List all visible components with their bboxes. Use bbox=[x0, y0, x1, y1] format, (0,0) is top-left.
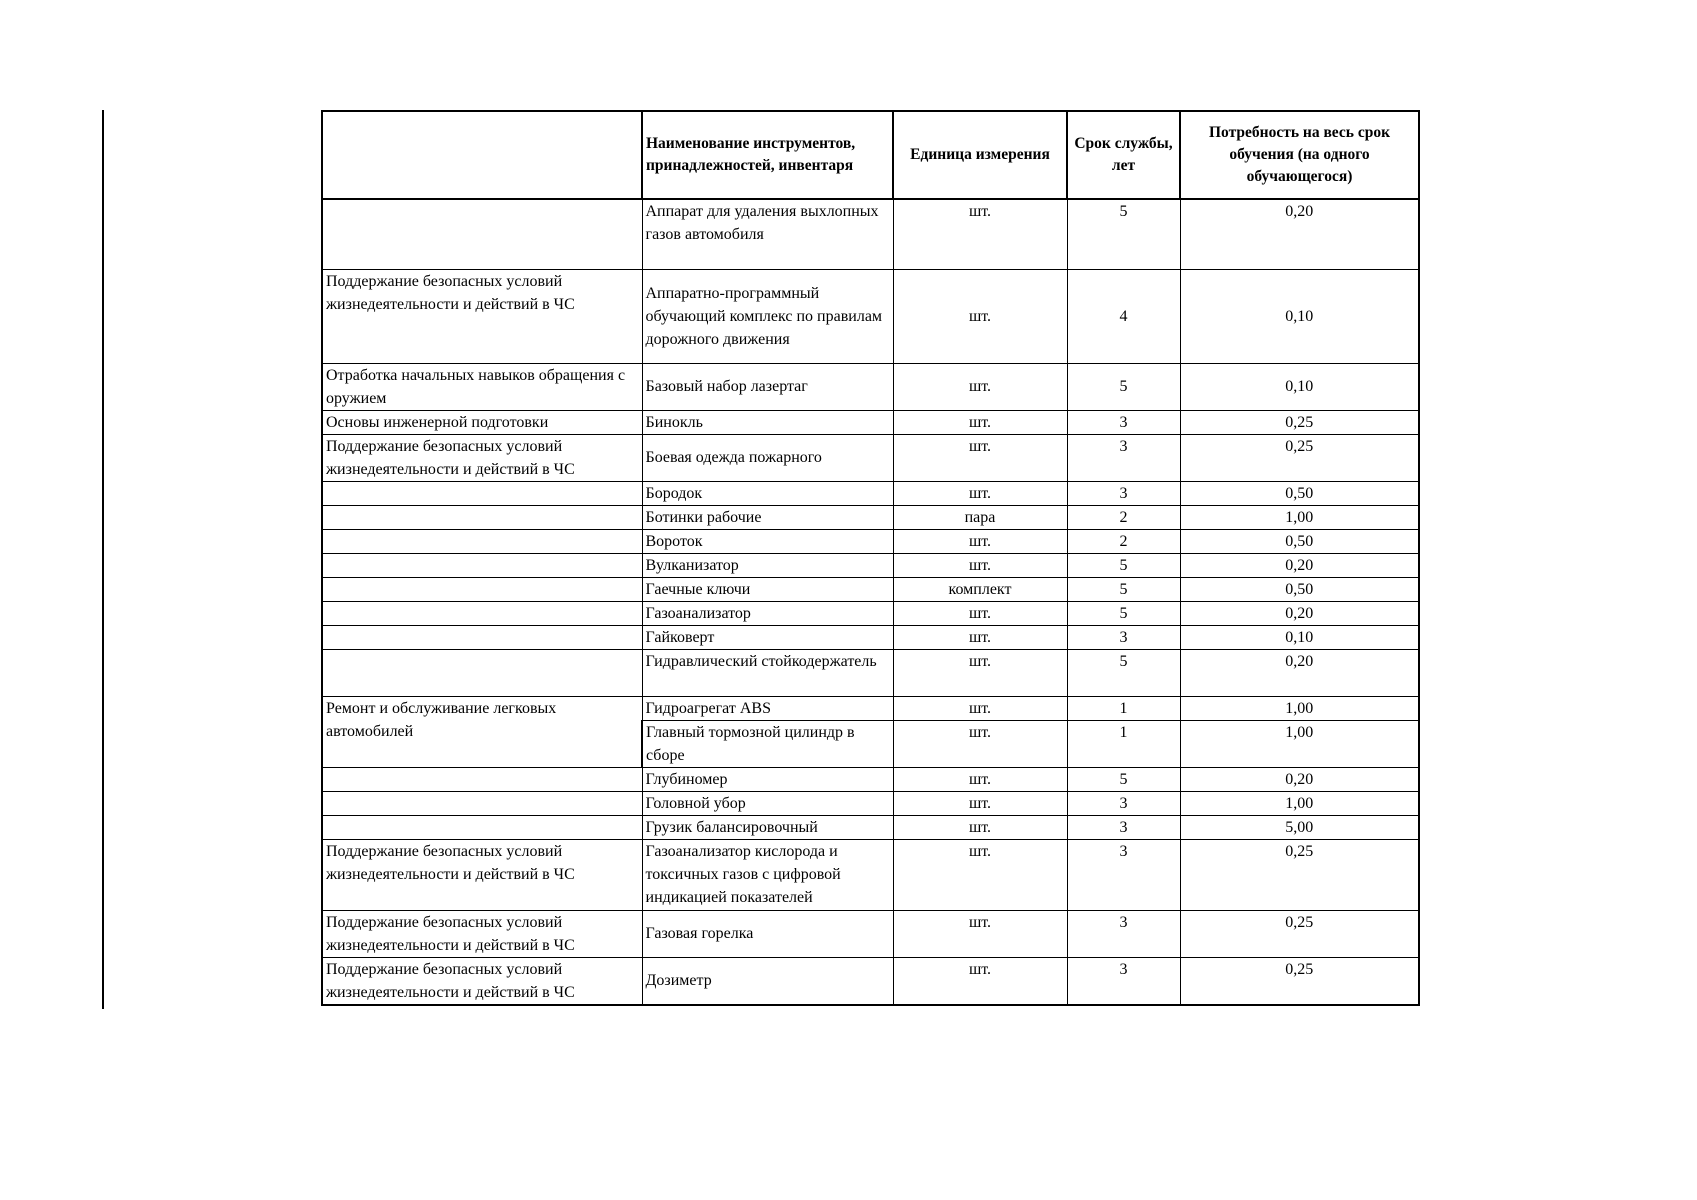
item-name: Газовая горелка bbox=[642, 910, 893, 957]
section-cell: Отработка начальных навыков обращения с оружием bbox=[322, 363, 642, 410]
table-row bbox=[322, 505, 1419, 529]
item-unit: шт. bbox=[893, 720, 1067, 767]
section-cell bbox=[322, 505, 642, 529]
table-row bbox=[322, 410, 1419, 434]
item-life: 3 bbox=[1067, 839, 1180, 910]
section-cell: Основы инженерной подготовки bbox=[322, 410, 642, 434]
table-header bbox=[322, 111, 1419, 199]
item-need: 0,20 bbox=[1180, 553, 1419, 577]
item-unit: шт. bbox=[893, 839, 1067, 910]
item-life: 1 bbox=[1067, 720, 1180, 767]
section-cell: Поддержание безопасных условий жизнедеятельности и действий в ЧС bbox=[322, 839, 642, 910]
item-need: 1,00 bbox=[1180, 505, 1419, 529]
item-need: 0,50 bbox=[1180, 577, 1419, 601]
section-cell bbox=[322, 601, 642, 625]
item-life: 5 bbox=[1067, 363, 1180, 410]
item-life: 5 bbox=[1067, 601, 1180, 625]
item-life: 5 bbox=[1067, 767, 1180, 791]
item-unit: шт. bbox=[893, 363, 1067, 410]
table-row bbox=[322, 553, 1419, 577]
table-row bbox=[322, 529, 1419, 553]
section-cell bbox=[322, 815, 642, 839]
item-name: Гидроагрегат ABS bbox=[642, 696, 893, 720]
item-unit: шт. bbox=[893, 481, 1067, 505]
item-name: Гидравлический стойкодержатель bbox=[642, 649, 893, 696]
item-need: 0,25 bbox=[1180, 910, 1419, 957]
table-row bbox=[322, 957, 1419, 1005]
section-cell: Поддержание безопасных условий жизнедеятельности и действий в ЧС bbox=[322, 434, 642, 481]
item-unit: шт. bbox=[893, 199, 1067, 269]
header-life: Срок службы, лет bbox=[1067, 111, 1180, 199]
item-life: 5 bbox=[1067, 553, 1180, 577]
item-unit: шт. bbox=[893, 434, 1067, 481]
item-need: 0,20 bbox=[1180, 767, 1419, 791]
table-row bbox=[322, 577, 1419, 601]
section-cell bbox=[322, 625, 642, 649]
table-row bbox=[322, 625, 1419, 649]
section-cell bbox=[322, 767, 642, 791]
item-life: 1 bbox=[1067, 696, 1180, 720]
item-unit: шт. bbox=[893, 269, 1067, 363]
item-life: 2 bbox=[1067, 529, 1180, 553]
item-unit: комплект bbox=[893, 577, 1067, 601]
table-row bbox=[322, 815, 1419, 839]
item-name: Аппаратно-программный обучающий комплекс по правилам дорожного движения bbox=[642, 269, 893, 363]
item-need: 5,00 bbox=[1180, 815, 1419, 839]
item-unit: шт. bbox=[893, 791, 1067, 815]
header-name: Наименование инструментов, принадлежностей, инвентаря bbox=[642, 111, 893, 199]
table-row bbox=[322, 481, 1419, 505]
section-cell bbox=[322, 553, 642, 577]
table-row bbox=[322, 910, 1419, 957]
item-life: 3 bbox=[1067, 410, 1180, 434]
item-life: 3 bbox=[1067, 910, 1180, 957]
table-row bbox=[322, 199, 1419, 269]
item-need: 0,50 bbox=[1180, 481, 1419, 505]
table-row bbox=[322, 767, 1419, 791]
item-need: 1,00 bbox=[1180, 696, 1419, 720]
item-name: Грузик балансировочный bbox=[642, 815, 893, 839]
item-name: Гайковерт bbox=[642, 625, 893, 649]
item-name: Дозиметр bbox=[642, 957, 893, 1005]
table-row bbox=[322, 269, 1419, 363]
item-need: 0,20 bbox=[1180, 601, 1419, 625]
table-row bbox=[322, 649, 1419, 696]
item-need: 1,00 bbox=[1180, 791, 1419, 815]
item-life: 2 bbox=[1067, 505, 1180, 529]
item-name: Главный тормозной цилиндр в сборе bbox=[642, 720, 893, 767]
item-unit: шт. bbox=[893, 815, 1067, 839]
item-unit: шт. bbox=[893, 553, 1067, 577]
item-name: Газоанализатор bbox=[642, 601, 893, 625]
table-row bbox=[322, 839, 1419, 910]
item-need: 0,25 bbox=[1180, 434, 1419, 481]
section-cell: Поддержание безопасных условий жизнедеятельности и действий в ЧС bbox=[322, 269, 642, 363]
item-unit: шт. bbox=[893, 767, 1067, 791]
section-cell: Поддержание безопасных условий жизнедеятельности и действий в ЧС bbox=[322, 957, 642, 1005]
item-name: Вороток bbox=[642, 529, 893, 553]
section-cell bbox=[322, 649, 642, 696]
table-row bbox=[322, 363, 1419, 410]
table-row bbox=[322, 791, 1419, 815]
item-name: Бинокль bbox=[642, 410, 893, 434]
item-life: 5 bbox=[1067, 577, 1180, 601]
item-name: Глубиномер bbox=[642, 767, 893, 791]
item-life: 5 bbox=[1067, 649, 1180, 696]
section-cell bbox=[322, 529, 642, 553]
inventory-table bbox=[321, 110, 1420, 1006]
item-unit: шт. bbox=[893, 696, 1067, 720]
item-need: 0,25 bbox=[1180, 839, 1419, 910]
item-life: 3 bbox=[1067, 481, 1180, 505]
table-row bbox=[322, 434, 1419, 481]
table-row bbox=[322, 601, 1419, 625]
item-life: 4 bbox=[1067, 269, 1180, 363]
section-cell bbox=[322, 791, 642, 815]
item-unit: шт. bbox=[893, 649, 1067, 696]
item-name: Базовый набор лазертаг bbox=[642, 363, 893, 410]
section-cell bbox=[322, 577, 642, 601]
item-unit: пара bbox=[893, 505, 1067, 529]
header-need: Потребность на весь срок обучения (на одного обучающегося) bbox=[1180, 111, 1419, 199]
item-unit: шт. bbox=[893, 601, 1067, 625]
item-name: Газоанализатор кислорода и токсичных газов с цифровой индикацией показателей bbox=[642, 839, 893, 910]
item-need: 0,20 bbox=[1180, 199, 1419, 269]
item-name: Бородок bbox=[642, 481, 893, 505]
item-life: 3 bbox=[1067, 791, 1180, 815]
item-life: 3 bbox=[1067, 815, 1180, 839]
section-cell: Поддержание безопасных условий жизнедеятельности и действий в ЧС bbox=[322, 910, 642, 957]
item-life: 3 bbox=[1067, 957, 1180, 1005]
item-unit: шт. bbox=[893, 957, 1067, 1005]
header-unit: Единица измерения bbox=[893, 111, 1067, 199]
header-section bbox=[322, 111, 642, 199]
table-row bbox=[322, 696, 1419, 720]
item-name: Вулканизатор bbox=[642, 553, 893, 577]
item-unit: шт. bbox=[893, 529, 1067, 553]
item-life: 3 bbox=[1067, 434, 1180, 481]
section-cell: Ремонт и обслуживание легковых автомобилей bbox=[322, 696, 642, 767]
item-need: 0,10 bbox=[1180, 625, 1419, 649]
section-cell bbox=[322, 199, 642, 269]
header-row bbox=[322, 111, 1419, 199]
item-life: 3 bbox=[1067, 625, 1180, 649]
section-cell bbox=[322, 481, 642, 505]
item-name: Аппарат для удаления выхлопных газов автомобиля bbox=[642, 199, 893, 269]
item-need: 0,10 bbox=[1180, 269, 1419, 363]
item-unit: шт. bbox=[893, 410, 1067, 434]
item-need: 0,25 bbox=[1180, 410, 1419, 434]
item-need: 0,50 bbox=[1180, 529, 1419, 553]
table-body bbox=[322, 199, 1419, 1005]
item-unit: шт. bbox=[893, 625, 1067, 649]
page-margin-line bbox=[102, 110, 104, 1009]
item-need: 0,10 bbox=[1180, 363, 1419, 410]
item-life: 5 bbox=[1067, 199, 1180, 269]
item-need: 1,00 bbox=[1180, 720, 1419, 767]
item-name: Головной убор bbox=[642, 791, 893, 815]
item-need: 0,20 bbox=[1180, 649, 1419, 696]
item-need: 0,25 bbox=[1180, 957, 1419, 1005]
item-name: Боевая одежда пожарного bbox=[642, 434, 893, 481]
item-name: Гаечные ключи bbox=[642, 577, 893, 601]
item-name: Ботинки рабочие bbox=[642, 505, 893, 529]
item-unit: шт. bbox=[893, 910, 1067, 957]
